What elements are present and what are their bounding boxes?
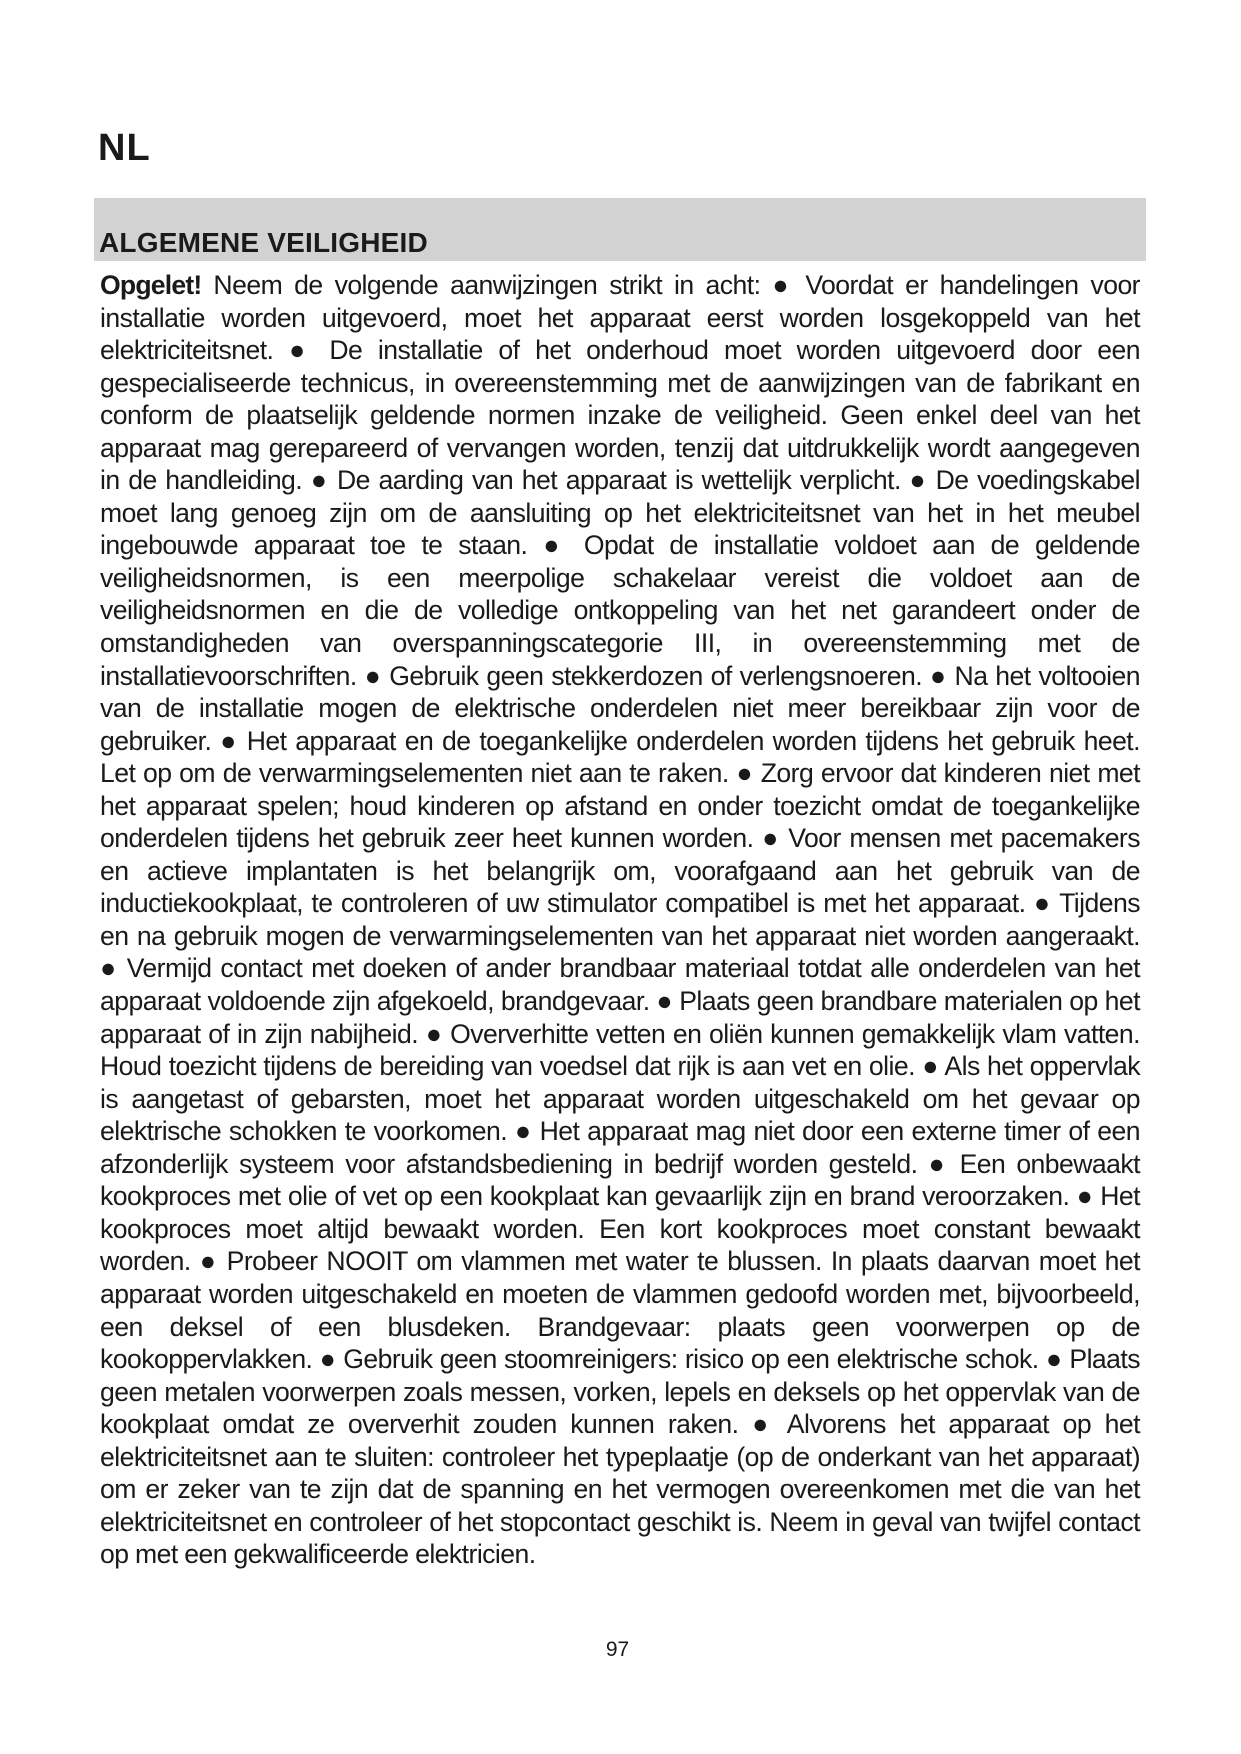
language-code: NL (98, 127, 151, 169)
page-number: 97 (605, 1638, 630, 1661)
section-header-bar (94, 198, 1146, 261)
warning-lead: Opgelet! (100, 270, 202, 300)
section-title: ALGEMENE VEILIGHEID (99, 227, 428, 258)
safety-instructions-text: Neem de volgende aanwijzingen strikt in acht: ● Voordat er handelingen voor installatie worden uitgevoerd, moet het apparaat eerst worden losgekoppeld van het elektriciteitsnet. ● De installatie of het onderhoud moet worden uitgevoerd door een gespecialiseerde technicus, in overeenstemming met de aanwijzingen van de fabrikant en conform de plaatselijk geldende normen inzake de veiligheid. Geen enkel deel van het apparaat mag gerepareerd of vervangen worden, tenzij dat uitdrukkelijk wordt aangegeven in de handleiding. ● De aarding van het apparaat is wettelijk verplicht. ● De voedingskabel moet lang genoeg zijn om de aansluiting op het elektriciteitsnet van het in het meubel ingebouwde apparaat toe te staan. ● Opdat de installatie voldoet aan de geldende veiligheidsnormen, is een meerpolige schakelaar vereist die voldoet aan de veiligheidsnormen en die de volledige ontkoppeling van het net garandeert onder de omstandigheden van overspanningscategorie III, in overeenstemming met de installatievoorschriften. ● Gebruik geen stekkerdozen of verlengsnoeren. ● Na het voltooien van de installatie mogen de elektrische onderdelen niet meer bereikbaar zijn voor de gebruiker. ● Het apparaat en de toegankelijke onderdelen worden tijdens het gebruik heet. Let op om de verwarmingselementen niet aan te raken. ● Zorg ervoor dat kinderen niet met het apparaat spelen; houd kinderen op afstand en onder toezicht omdat de toegankelijke onderdelen tijdens het gebruik zeer heet kunnen worden. ● Voor mensen met pacemakers en actieve implantaten is het belangrijk om, voorafgaand aan het gebruik van de inductiekookplaat, te controleren of uw stimulator compatibel is met het apparaat. ● Tijdens en na gebruik mogen de verwarmingselementen van het apparaat niet worden aangeraakt. ● Vermijd contact met doeken of ander brandbaar materiaal totdat alle onderdelen van het apparaat voldoende zijn afgekoeld, brandgevaar. ● Plaats geen brandbare materialen op het apparaat of in zijn nabijheid. ● Oververhitte vetten en oliën kunnen gemakkelijk vlam vatten. Houd toezicht tijdens de bereiding van voedsel dat rijk is aan vet en olie. ● Als het oppervlak is aangetast of gebarsten, moet het apparaat worden uitgeschakeld om het gevaar op elektrische schokken te voorkomen. ● Het apparaat mag niet door een externe timer of een afzonderlijk systeem voor afstandsbediening in bedrijf worden gesteld. ● Een onbewaakt kookproces met olie of vet op een kookplaat kan gevaarlijk zijn en brand veroorzaken. ● Het kookproces moet altijd bewaakt worden. Een kort kookproces moet constant bewaakt worden. ● Probeer NOOIT om vlammen met water te blussen. In plaats daarvan moet het apparaat worden uitgeschakeld en moeten de vlammen gedoofd worden met, bijvoorbeeld, een deksel of een blusdeken. Brandgevaar: plaats geen voorwerpen op de kookoppervlakken. ● Gebruik geen stoomreinigers: risico op een elektrische schok. ● Plaats geen metalen voorwerpen zoals messen, vorken, lepels en deksels op het oppervlak van de kookplaat omdat ze oververhit zouden kunnen raken. ● Alvorens het apparaat op het elektriciteitsnet aan te sluiten: controleer het typeplaatje (op de onderkant van het apparaat) om er zeker van te zijn dat de spanning en het vermogen overeenkomen met die van het elektriciteitsnet en controleer of het stopcontact geschikt is. Neem in geval van twijfel contact op met een gekwalificeerde elektricien. (100, 270, 1140, 1570)
safety-instructions-paragraph (100, 269, 1140, 1571)
